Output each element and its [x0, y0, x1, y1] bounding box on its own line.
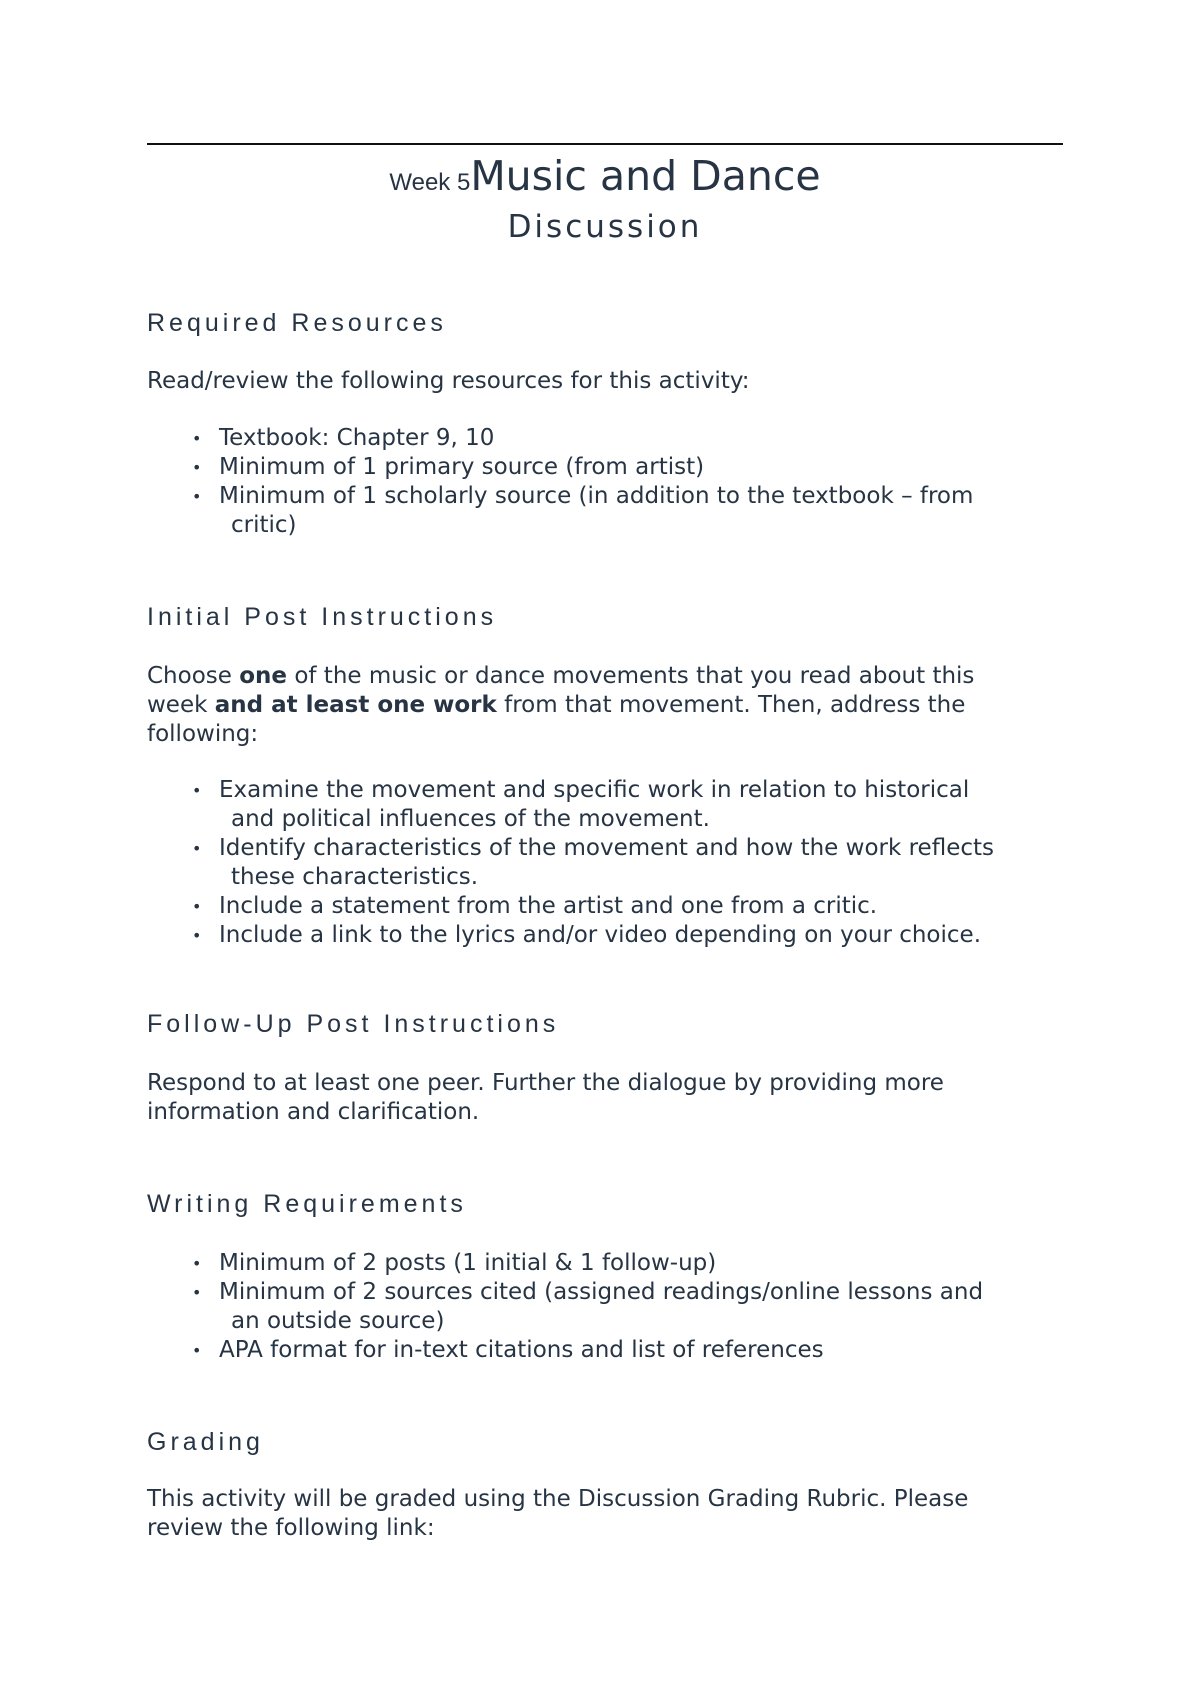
- page-subtitle: Discussion: [507, 209, 703, 245]
- list-item: • APA format for in-text citations and list of references: [192, 1337, 824, 1363]
- list-item: • Textbook: Chapter 9, 10: [192, 425, 495, 451]
- required-resources-intro: Read/review the following resources for this activity:: [147, 368, 750, 394]
- initial-post-list: [147, 776, 1063, 950]
- bullet-icon: •: [192, 1341, 202, 1360]
- grading-section: [147, 1426, 1063, 1458]
- document-page: [147, 143, 1063, 1541]
- grading-paragraph: This activity will be graded using the Discussion Grading Rubric. Please review the following link:: [147, 1486, 969, 1541]
- list-item: • Examine the movement and specific work in relation to historical and political influences of the movement.: [192, 777, 970, 832]
- follow-up-paragraph: Respond to at least one peer. Further the dialogue by providing more information and clarification.: [147, 1070, 944, 1125]
- list-item: • Minimum of 1 scholarly source (in addition to the textbook – from critic): [192, 483, 974, 538]
- initial-post-heading: Initial Post Instructions: [147, 603, 498, 631]
- list-item: • Minimum of 2 posts (1 initial & 1 follow-up): [192, 1250, 717, 1276]
- title-text: Music and Dance: [470, 152, 821, 200]
- list-item: • Include a statement from the artist and one from a critic.: [192, 893, 878, 919]
- bullet-icon: •: [192, 429, 202, 448]
- bullet-icon: •: [192, 926, 202, 945]
- follow-up-heading: Follow-Up Post Instructions: [147, 1010, 560, 1038]
- grading-body: [147, 1485, 1063, 1543]
- follow-up-section: [147, 1008, 1063, 1040]
- top-rule: [147, 143, 1063, 145]
- bullet-icon: •: [192, 458, 202, 477]
- week-label: Week 5: [389, 169, 471, 196]
- list-item: • Minimum of 1 primary source (from artist): [192, 454, 705, 480]
- follow-up-body: [147, 1069, 1063, 1127]
- grading-heading: Grading: [147, 1428, 264, 1456]
- bullet-icon: •: [192, 487, 202, 506]
- bullet-icon: •: [192, 1254, 202, 1273]
- list-item: • Identify characteristics of the movement and how the work reflects these characteristics.: [192, 835, 994, 890]
- required-resources-body: [147, 367, 1063, 396]
- required-resources-section: [147, 307, 1063, 339]
- bullet-icon: •: [192, 839, 202, 858]
- bullet-icon: •: [192, 897, 202, 916]
- list-item: • Minimum of 2 sources cited (assigned readings/online lessons and an outside source): [192, 1279, 984, 1334]
- required-resources-list: [147, 424, 1063, 540]
- writing-requirements-section: [147, 1188, 1063, 1220]
- page-title: [147, 149, 1063, 203]
- required-resources-heading: Required Resources: [147, 309, 447, 337]
- writing-requirements-list: [147, 1249, 1063, 1365]
- initial-post-body: [147, 662, 1063, 749]
- bullet-icon: •: [192, 781, 202, 800]
- writing-requirements-heading: Writing Requirements: [147, 1190, 467, 1218]
- initial-post-paragraph: Choose one of the music or dance movements that you read about this week and at least one work from that movement. Then, address the following:: [147, 663, 975, 747]
- bullet-icon: •: [192, 1283, 202, 1302]
- list-item: • Include a link to the lyrics and/or video depending on your choice.: [192, 922, 981, 948]
- initial-post-section: [147, 601, 1063, 633]
